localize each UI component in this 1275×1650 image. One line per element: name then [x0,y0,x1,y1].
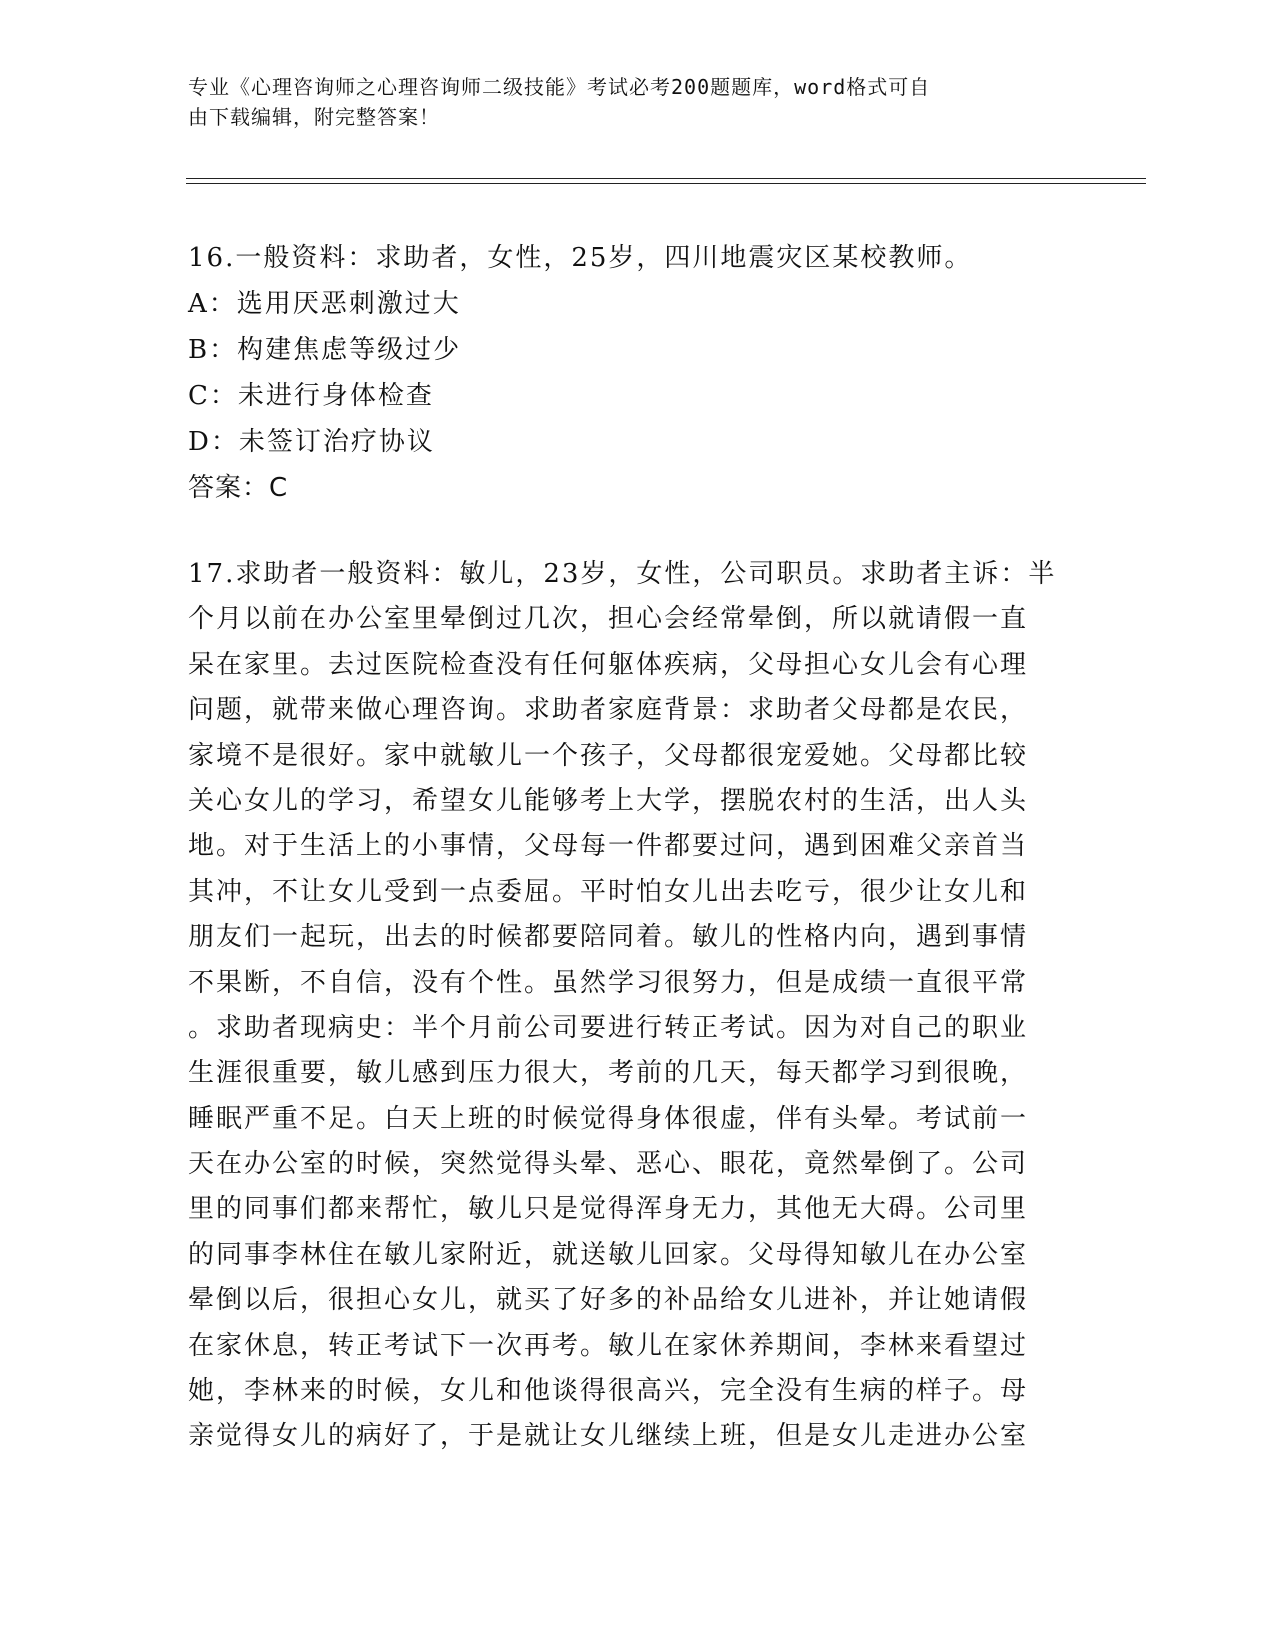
question-17-line: 家境不是很好。家中就敏儿一个孩子，父母都很宠爱她。父母都比较 [188,740,1029,771]
question-16 [188,235,1088,511]
question-17-line: 。求助者现病史：半个月前公司要进行转正考试。因为对自己的职业 [188,1012,1029,1043]
header-line-2: 由下载编辑，附完整答案！ [188,105,440,129]
question-17-line: 个月以前在办公室里晕倒过几次，担心会经常晕倒，所以就请假一直 [188,604,1029,635]
question-16-answer: 答案：C [188,473,289,503]
option-b: B：构建焦虑等级过少 [188,335,462,365]
question-17-line: 问题，就带来做心理咨询。求助者家庭背景：求助者父母都是农民， [188,695,1029,726]
header-line-1: 专业《心理咨询师之心理咨询师二级技能》考试必考200题题库，word格式可自 [188,75,931,99]
question-17-line: 天在办公室的时候，突然觉得头晕、恶心、眼花，竟然晕倒了。公司 [188,1149,1029,1180]
question-17-line: 里的同事们都来帮忙，敏儿只是觉得浑身无力，其他无大碍。公司里 [188,1194,1029,1225]
question-17-line: 晕倒以后，很担心女儿，就买了好多的补品给女儿进补，并让她请假 [188,1285,1029,1316]
question-17-line: 亲觉得女儿的病好了，于是就让女儿继续上班，但是女儿走进办公室 [188,1421,1029,1452]
header-divider-bottom [186,183,1146,184]
question-17-line: 关心女儿的学习，希望女儿能够考上大学，摆脱农村的生活，出人头 [188,785,1029,816]
question-17-line: 朋友们一起玩，出去的时候都要陪同着。敏儿的性格内向，遇到事情 [188,922,1029,953]
document-header [188,72,1068,132]
question-17-line: 呆在家里。去过医院检查没有任何躯体疾病，父母担心女儿会有心理 [188,649,1029,680]
question-17-line: 不果断，不自信，没有个性。虽然学习很努力，但是成绩一直很平常 [188,967,1029,998]
option-d: D：未签订治疗协议 [188,427,435,457]
question-17-line: 其冲，不让女儿受到一点委屈。平时怕女儿出去吃亏，很少让女儿和 [188,876,1029,907]
question-17-line: 她，李林来的时候，女儿和他谈得很高兴，完全没有生病的样子。母 [188,1376,1029,1407]
question-17-line: 在家休息，转正考试下一次再考。敏儿在家休养期间，李林来看望过 [188,1330,1029,1361]
question-17-line: 地。对于生活上的小事情，父母每一件都要过问，遇到困难父亲首当 [188,831,1029,862]
option-a: A：选用厌恶刺激过大 [188,289,461,319]
question-17-line: 睡眠严重不足。白天上班的时候觉得身体很虚，伴有头晕。考试前一 [188,1103,1029,1134]
header-divider-top [186,178,1146,179]
question-17 [188,552,1078,1460]
question-17-line: 生涯很重要，敏儿感到压力很大，考前的几天，每天都学习到很晚， [188,1058,1029,1089]
option-c: C：未进行身体检查 [188,381,434,411]
question-17-line: 的同事李林住在敏儿家附近，就送敏儿回家。父母得知敏儿在办公室 [188,1239,1029,1270]
question-16-stem: 16.一般资料：求助者，女性，25岁，四川地震灾区某校教师。 [188,243,973,273]
question-17-line: 17.求助者一般资料：敏儿，23岁，女性，公司职员。求助者主诉：半 [188,559,1057,589]
